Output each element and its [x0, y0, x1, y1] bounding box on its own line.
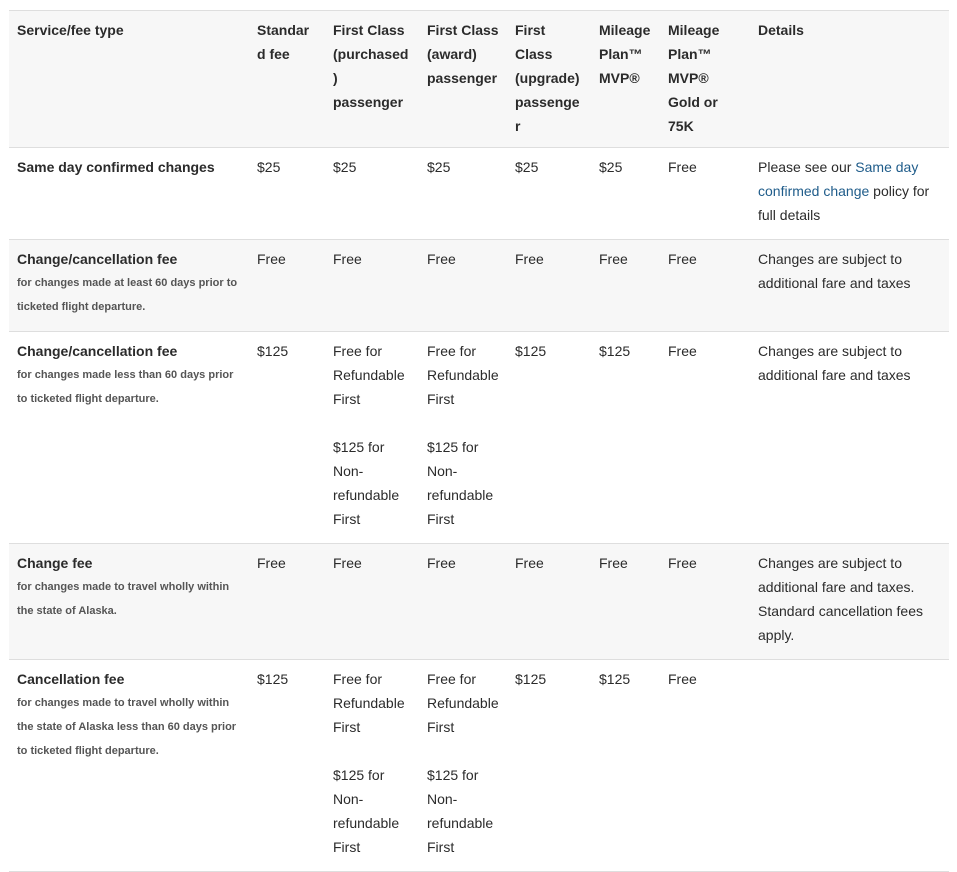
same-day-confirmed-change-link[interactable]: Same day confirmed change [758, 159, 919, 199]
fc-purchased-cell [325, 148, 419, 240]
fc-purchased-refundable: Free for Refundable First [333, 671, 405, 735]
fc-purchased-value: Free [333, 251, 362, 267]
fee-table-body [9, 148, 949, 872]
header-mileage-plan-mvp: Mileage Plan™ MVP® [591, 11, 660, 148]
line-spacer [333, 411, 411, 435]
fc-purchased-cell [325, 660, 419, 872]
standard-fee-cell: $25 [257, 159, 281, 175]
header-service-fee-type: Service/fee type [9, 11, 249, 148]
fc-award-cell [419, 660, 507, 872]
fc-award-cell [419, 148, 507, 240]
header-standard-fee: Standard fee [249, 11, 325, 148]
service-name: Cancellation fee [17, 671, 125, 687]
fc-award-refundable: Free for Refundable First [427, 671, 499, 735]
standard-fee-cell: $125 [257, 343, 289, 359]
service-name: Change/cancellation fee [17, 343, 178, 359]
fc-award-refundable: Free for Refundable First [427, 343, 499, 407]
header-first-class-award: First Class (award) passenger [419, 11, 507, 148]
service-cell [9, 148, 249, 240]
fc-purchased-value: Free [333, 555, 362, 571]
fc-award-value: Free [427, 251, 456, 267]
details-cell: Changes are subject to additional fare and taxes [758, 343, 911, 383]
mvp-cell: $125 [599, 343, 631, 359]
fc-award-value: $25 [427, 159, 451, 175]
fee-table-header [9, 11, 949, 148]
fc-upgrade-cell: Free [507, 240, 591, 332]
header-first-class-purchased: First Class (purchased) passenger [325, 11, 419, 148]
fc-award-cell [419, 544, 507, 660]
service-note: for changes made less than 60 days prior to ticketed flight departure. [17, 369, 234, 405]
service-cell [9, 544, 249, 660]
table-row [9, 240, 949, 332]
header-mileage-plan-mvp-gold: Mileage Plan™ MVP® Gold or 75K [660, 11, 750, 148]
mvp-gold-cell: Free [660, 240, 750, 332]
details-cell [750, 148, 949, 240]
mvp-cell: Free [591, 544, 660, 660]
header-row [9, 11, 949, 148]
fc-upgrade-cell: $125 [515, 343, 547, 359]
service-cell [9, 660, 249, 872]
fc-purchased-refundable: Free for Refundable First [333, 343, 405, 407]
header-details: Details [750, 11, 949, 148]
service-cell [9, 332, 249, 544]
mvp-gold-cell: Free [660, 544, 750, 660]
mvp-gold-cell: Free [668, 343, 697, 359]
service-note: for changes made at least 60 days prior to ticketed flight departure. [17, 277, 238, 313]
fc-upgrade-cell: $125 [515, 671, 547, 687]
fc-award-nonrefundable: $125 for Non-refundable First [427, 767, 494, 855]
table-row [9, 544, 949, 660]
fc-award-nonrefundable: $125 for Non-refundable First [427, 439, 494, 527]
table-row [9, 660, 949, 872]
details-cell: Changes are subject to additional fare and taxes [750, 240, 949, 332]
fc-purchased-cell [325, 544, 419, 660]
details-text-before: Please see our [758, 159, 856, 175]
fc-award-cell [419, 240, 507, 332]
standard-fee-cell: $125 [257, 671, 289, 687]
mvp-cell: $125 [599, 671, 631, 687]
fc-upgrade-cell: Free [507, 544, 591, 660]
mvp-gold-cell: Free [668, 159, 697, 175]
line-spacer [333, 739, 411, 763]
service-note: for changes made to travel wholly within the state of Alaska. [17, 581, 230, 617]
details-cell [750, 660, 949, 872]
mvp-cell: Free [591, 240, 660, 332]
header-first-class-upgrade: First Class (upgrade) passenger [507, 11, 591, 148]
fc-upgrade-cell: $25 [515, 159, 539, 175]
fc-purchased-cell [325, 240, 419, 332]
table-row [9, 332, 949, 544]
fc-award-cell [419, 332, 507, 544]
details-cell: Changes are subject to additional fare and taxes. Standard cancellation fees apply. [750, 544, 949, 660]
details-text-after: policy for full details [758, 183, 930, 223]
service-note: for changes made to travel wholly within the state of Alaska less than 60 days prior to ticketed flight departure. [17, 697, 237, 757]
fc-purchased-nonrefundable: $125 for Non-refundable First [333, 439, 400, 527]
standard-fee-cell: Free [249, 240, 325, 332]
fc-purchased-nonrefundable: $125 for Non-refundable First [333, 767, 400, 855]
fee-table-container [9, 10, 949, 872]
service-cell [9, 240, 249, 332]
line-spacer [427, 411, 499, 435]
fc-purchased-cell [325, 332, 419, 544]
service-name: Change/cancellation fee [17, 251, 178, 267]
mvp-gold-cell: Free [668, 671, 697, 687]
fee-table [9, 10, 949, 872]
fc-award-value: Free [427, 555, 456, 571]
line-spacer [427, 739, 499, 763]
table-row [9, 148, 949, 240]
service-name: Same day confirmed changes [17, 159, 215, 175]
fc-purchased-value: $25 [333, 159, 357, 175]
standard-fee-cell: Free [249, 544, 325, 660]
mvp-cell: $25 [599, 159, 623, 175]
service-name: Change fee [17, 555, 93, 571]
